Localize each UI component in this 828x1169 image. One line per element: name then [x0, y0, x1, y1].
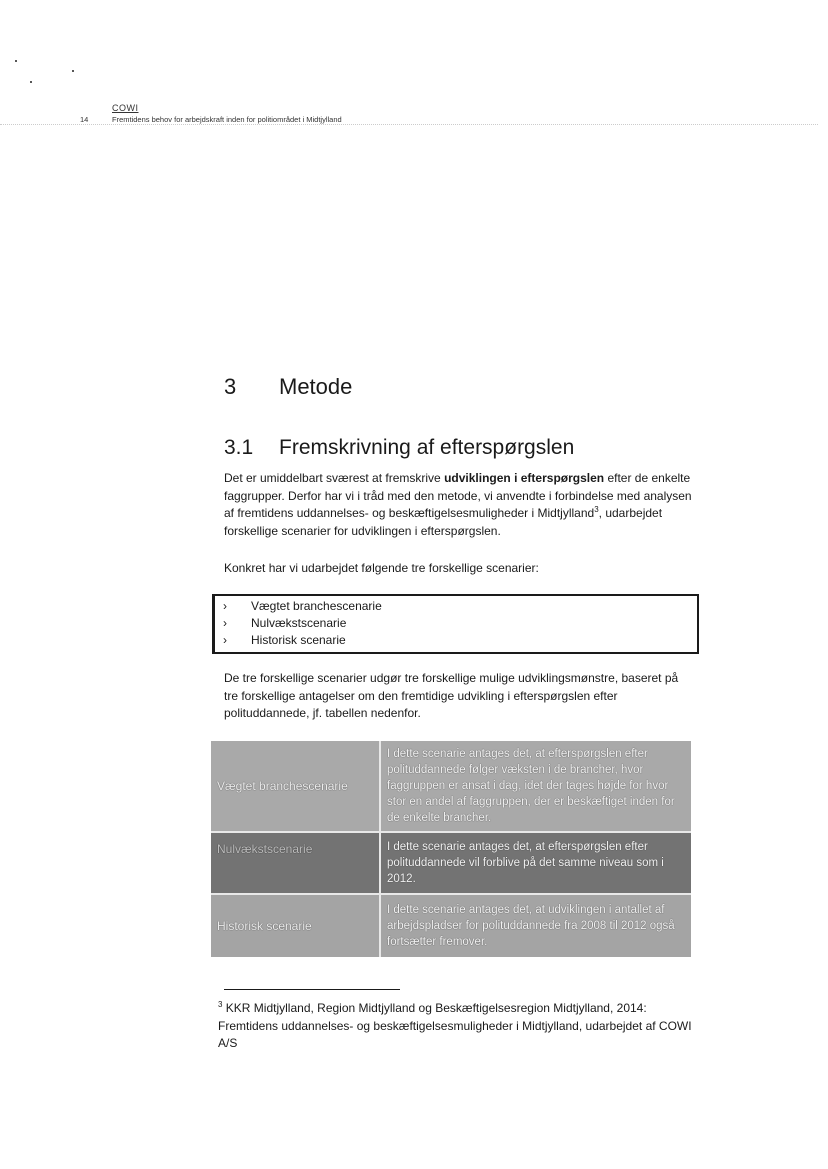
- footnote-separator: [224, 989, 400, 990]
- section-title: Metode: [279, 374, 353, 399]
- footnote: [218, 1000, 694, 1053]
- scan-speck: [30, 81, 32, 83]
- header-rule: [0, 124, 818, 125]
- scenario-label: Nulvækstscenarie: [251, 616, 347, 630]
- list-item: [215, 632, 697, 649]
- summary-paragraph: De tre forskellige scenarier udgør tre forskellige mulige udviklingsmønstre, baseret på tre forskellige antagelser om den fremtidige udvikling i efterspørgslen efter polituddannede, jf. tabellen nedenfor.: [224, 671, 679, 720]
- bullet-chevron-icon: ›: [223, 599, 227, 613]
- footnote-ref[interactable]: 3: [594, 505, 599, 514]
- intro-bold-text: udviklingen i efterspørgslen: [444, 471, 605, 485]
- scenario-description-cell: I dette scenarie antages det, at efterspørgslen efter polituddannede følger væksten i de brancher, hvor faggruppen er ansat i dag, idet der tages højde for hvor stor en andel af faggruppen, der er beskæftiget inden for de enkelte brancher.: [380, 741, 691, 832]
- table-row: [211, 741, 691, 832]
- intro-text-2: efter de enkelte faggrupper. Derfor har vi i tråd med den metode, vi anvendte i forbindelse med analysen af fremtidens uddannelses- og beskæftigelsesmuligheder i Midtjylland: [224, 471, 692, 520]
- subsection-heading: [224, 436, 574, 460]
- scenario-list: [215, 596, 697, 649]
- list-item: [215, 615, 697, 632]
- scenario-name-cell: Nulvækstscenarie: [211, 832, 380, 894]
- scenario-name-cell: Vægtet branchescenarie: [211, 741, 380, 832]
- lead-in-paragraph: Konkret har vi udarbejdet følgende tre forskellige scenarier:: [224, 561, 539, 575]
- bullet-chevron-icon: ›: [223, 633, 227, 647]
- scan-speck: [72, 70, 74, 72]
- table-row: [211, 894, 691, 957]
- table-row: [211, 832, 691, 894]
- intro-text-1: Det er umiddelbart sværest at fremskrive: [224, 471, 445, 485]
- running-header: [80, 115, 342, 124]
- scenario-label: Vægtet branchescenarie: [251, 599, 382, 613]
- intro-text-3: , udarbejdet forskellige scenarier for udviklingen i efterspørgslen.: [224, 506, 663, 538]
- footnote-number: 3: [218, 1000, 223, 1009]
- footnote-text: KKR Midtjylland, Region Midtjylland og Beskæftigelsesregion Midtjylland, 2014: Fremtidens uddannelses- og beskæftigelsesmuligheder i Midtjylland, udarbejdet af COWI A/S: [218, 1001, 692, 1050]
- bullet-chevron-icon: ›: [223, 616, 227, 630]
- section-number: 3: [224, 374, 237, 399]
- page-number: 14: [80, 115, 89, 124]
- header-company-logo: COWI: [112, 103, 139, 113]
- scan-speck: [15, 60, 17, 62]
- intro-paragraph: [224, 470, 692, 540]
- scenario-label: Historisk scenarie: [251, 633, 346, 647]
- list-item: [215, 598, 697, 615]
- running-title: Fremtidens behov for arbejdskraft inden for politiområdet i Midtjylland: [112, 115, 342, 124]
- scenario-table: [211, 741, 691, 957]
- subsection-title: Fremskrivning af efterspørgslen: [279, 436, 575, 459]
- scenario-description-cell: I dette scenarie antages det, at udviklingen i antallet af arbejdspladser for polituddannede fra 2008 til 2012 også fortsætter fremover.: [380, 894, 691, 957]
- subsection-number: 3.1: [224, 436, 254, 459]
- scenario-list-box: [212, 594, 699, 654]
- section-heading: [224, 374, 352, 400]
- scenario-name-cell: Historisk scenarie: [211, 894, 380, 957]
- scenario-description-cell: I dette scenarie antages det, at efterspørgslen efter polituddannede vil forblive på det samme niveau som i 2012.: [380, 832, 691, 894]
